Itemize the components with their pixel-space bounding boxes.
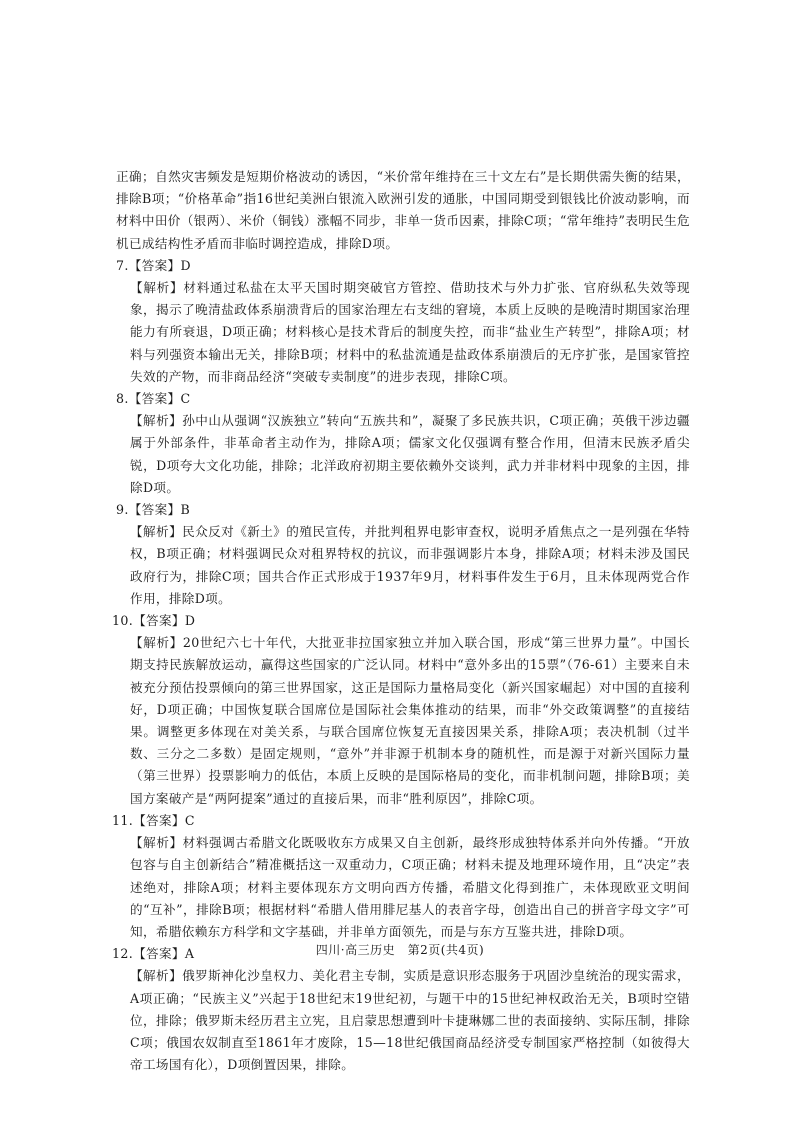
q12-analysis: 【解析】俄罗斯神化沙皇权力、美化君主专制，实质是意识形态服务于巩固沙皇统治的现实需求，A项正确；“民族主义”兴起于18世纪末19世纪初，与题干中的15世纪神权政治无关，B项时空错位，排除；俄罗斯未经历君主立宪，且启蒙思想遭到叶卡捷琳娜二世的表面接纳、实际压制，排除C项；俄国农奴制直至1861年才废除，15—18世纪俄国商品经济受专制国家严格控制（如彼得大帝工场国有化），D项倒置因果，排除。	[130, 968, 690, 1073]
q8-analysis: 【解析】孙中山从强调“汉族独立”转向“五族共和”，凝聚了多民族共识，C项正确；英俄干涉边疆属于外部条件，非革命者主动作为，排除A项；儒家文化仅强调有整合作用，但清末民族矛盾尖锐，D项夸大文化功能，排除；北洋政府初期主要依赖外交谈判，武力并非材料中现象的主因，排除D项。	[130, 413, 690, 495]
q8-answer: 8.【答案】C	[116, 391, 191, 407]
q6-analysis-continued: 正确；自然灾害频发是短期价格波动的诱因，“米价常年维持在三十文左右”是长期供需失衡的结果，排除B项；“价格革命”指16世纪美洲白银流入欧洲引发的通胀，中国同期受到银钱比价波动影响，而材料中田价（银两）、米价（铜钱）涨幅不同步，非单一货币因素，排除C项；“常年维持”表明民生危机已成结构性矛盾而非临时调控造成，排除D项。	[116, 169, 690, 251]
q9-answer: 9.【答案】B	[116, 502, 191, 518]
q10-answer: 10.【答案】D	[112, 613, 196, 629]
q11-analysis: 【解析】材料强调古希腊文化既吸收东方成果又自主创新，最终形成独特体系并向外传播。“开放包容与自主创新结合”精准概括这一双重动力，C项正确；材料未提及地理环境作用，且“决定”表述绝对，排除A项；材料主要体现东方文明向西方传播，希腊文化得到推广，未体现欧亚文明间的“互补”，排除B项；根据材料“希腊人借用腓尼基人的表音字母，创造出自己的拼音字母文字”可知，希腊依赖东方科学和文字基础，并非单方面领先，而是与东方互鉴共进，排除D项。	[130, 835, 690, 939]
q11-answer: 11.【答案】C	[112, 812, 195, 828]
q9-analysis: 【解析】民众反对《新土》的殖民宣传，并批判租界电影审查权，说明矛盾焦点之一是列强在华特权，B项正确；材料强调民众对租界特权的抗议，而非强调影片本身，排除A项；材料未涉及国民政府行为，排除C项；国共合作正式形成于1937年9月，材料事件发生于6月，且未体现两党合作作用，排除D项。	[130, 524, 690, 606]
q10-analysis: 【解析】20世纪六七十年代，大批亚非拉国家独立并加入联合国，形成“第三世界力量”。中国长期支持民族解放运动，赢得这些国家的广泛认同。材料中“意外多出的15票”（76-61）主要来自未被充分预估投票倾向的第三世界国家，这正是国际力量格局变化（新兴国家崛起）对中国的直接利好，D项正确；中国恢复联合国席位是国际社会集体推动的结果，而非“外交政策调整”的直接结果。调整更多体现在对美关系，与联合国席位恢复无直接因果关系，排除A项；表决机制（过半数、三分之二多数）是固定规则，“意外”并非源于机制本身的随机性，而是源于对新兴国际力量（第三世界）投票影响力的低估，本质上反映的是国际格局的变化，而非机制问题，排除B项；美国方案破产是“两阿提案”通过的直接后果，而非“胜利原因”，排除C项。	[130, 635, 690, 806]
q7-analysis: 【解析】材料通过私盐在太平天国时期突破官方管控、借助技术与外力扩张、官府纵私失效等现象，揭示了晚清盐政体系崩溃背后的国家治理左右支绌的窘境，本质上反映的是晚清时期国家治理能力有所衰退，D项正确；材料核心是技术背后的制度失控，而非“盐业生产转型”，排除A项；材料与列强资本输出无关，排除B项；材料中的私盐流通是盐政体系崩溃后的无序扩张，是国家管控失效的产物，而非商品经济“突破专卖制度”的进步表现，排除C项。	[130, 280, 690, 384]
answer-page	[112, 166, 690, 1076]
q12-answer: 12.【答案】A	[112, 946, 195, 962]
page-footer: 四川·高三历史 第2页(共4页)	[315, 943, 485, 957]
q7-answer: 7.【答案】D	[116, 257, 191, 273]
